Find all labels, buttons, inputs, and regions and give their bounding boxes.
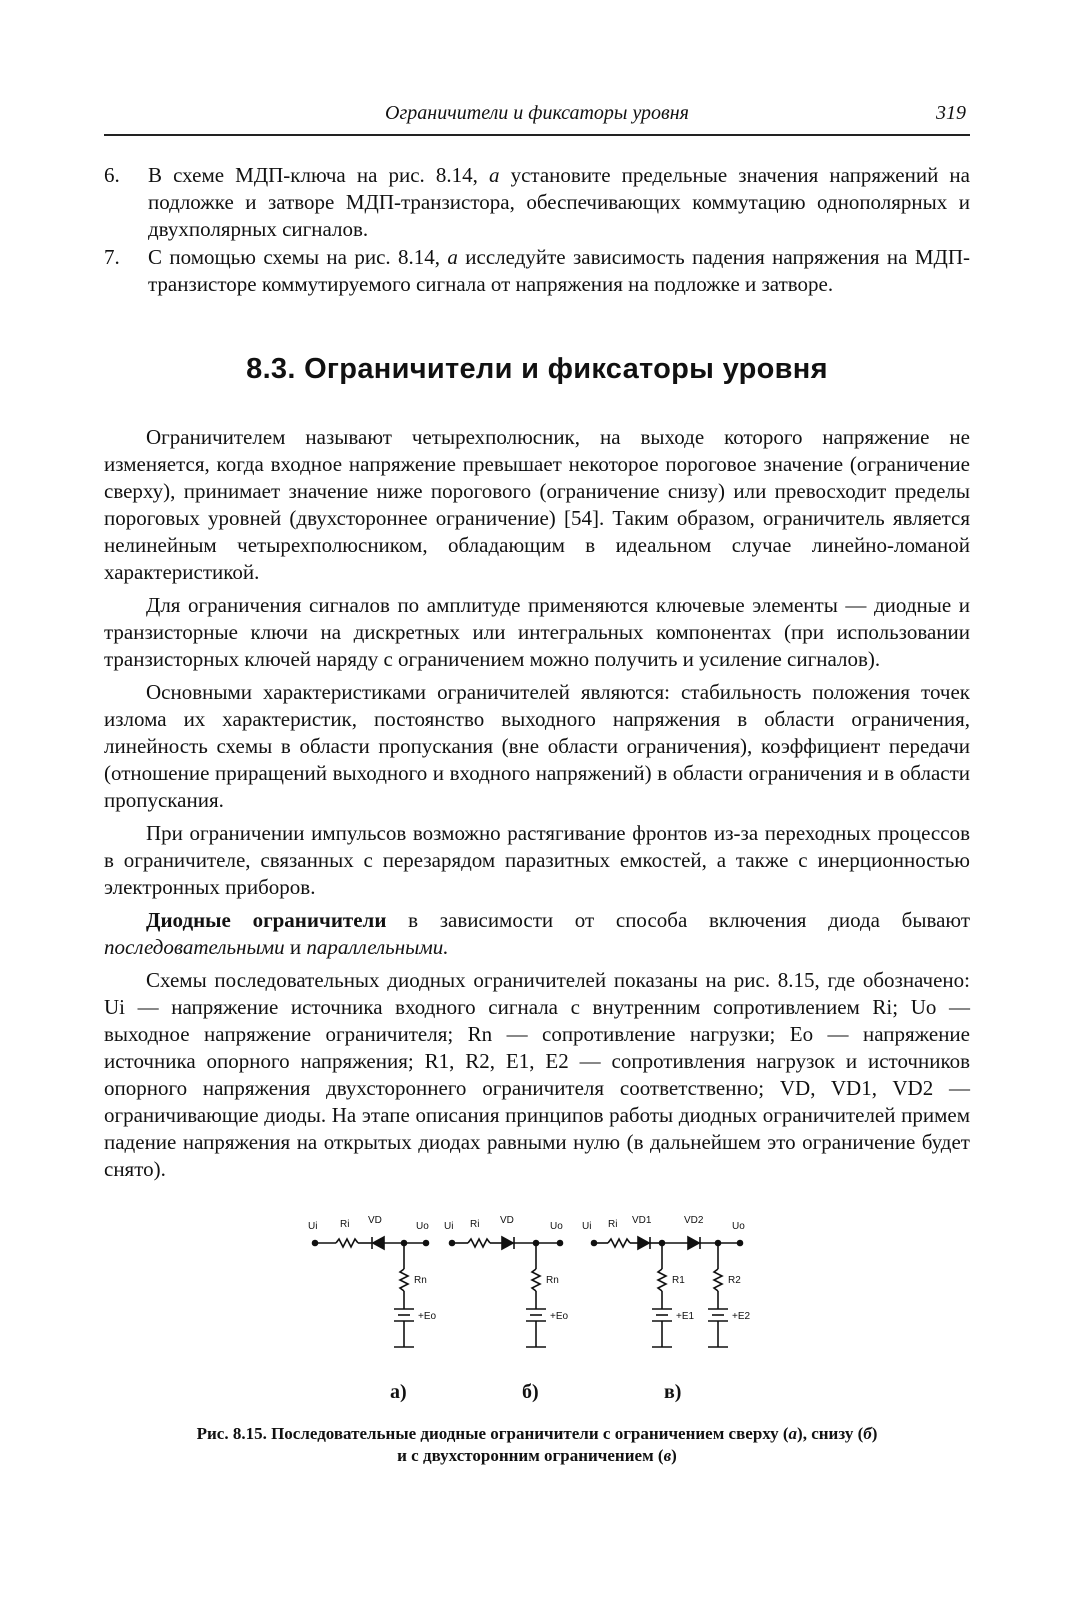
header-title: Ограничители и фиксаторы уровня — [385, 102, 689, 124]
list-text: С помощью схемы на рис. 8.14, — [148, 245, 448, 269]
page-number: 319 — [936, 102, 966, 124]
label-vd1: VD1 — [632, 1215, 652, 1226]
label-e2: +E2 — [732, 1311, 751, 1322]
section-title: 8.3. Ограничители и фиксаторы уровня — [246, 353, 828, 385]
label-rn: Rn — [546, 1275, 559, 1286]
subfigure-label-b: б) — [522, 1381, 539, 1403]
label-ri: Ri — [608, 1219, 618, 1230]
circuit-a — [313, 1237, 429, 1347]
subfigure-label-a: а) — [390, 1381, 407, 1403]
list-text: В схеме МДП-ключа на рис. 8.14, — [148, 163, 489, 187]
caption-line-2 — [104, 1445, 970, 1467]
list-text-rest: исследуйте зависимость падения напряжения на МДП-транзисторе коммутируемого сигнала от напряжения на подложке и затворе. — [148, 245, 970, 296]
caption-text: ) — [671, 1446, 677, 1465]
paragraph: Ограничителем называют четырехполюсник, на выходе которого напряжение не изменяется, когда входное напряжение превышает некоторое пороговое значение (ограничение сверху), принимает значение ниже порогового (ограничение снизу) или превосходит пределы пороговых уровней (двухстороннее ограничение) [54]. Таким образом, ограничитель является нелинейным четырехполюсником, обладающим в идеальном случае линейно-ломаной характеристикой. — [104, 425, 970, 584]
term-bold: Диодные ограничители — [146, 908, 387, 932]
list-text-italic: а — [447, 245, 458, 269]
label-ui: Ui — [308, 1221, 318, 1232]
label-uo: Uo — [732, 1221, 745, 1232]
term-italic: последовательными — [104, 935, 285, 959]
caption-italic: б — [863, 1424, 872, 1443]
label-vd: VD — [368, 1215, 382, 1226]
paragraph: Схемы последовательных диодных ограничителей показаны на рис. 8.15, где обозначено: Ui — напряжение источника входного сигнала с внутренним сопротивлением Ri; Uo — выходное напряжение ограничителя; Rn — сопротивление нагрузки; Eo — напряжение источника опорного напряжения; R1, R2, E1, E2 — сопротивления нагрузок и источников опорного напряжения двухстороннего ограничителя соответственно; VD, VD1, VD2 — ограничивающие диоды. На этапе описания принципов работы диодных ограничителей примем падение напряжения на открытых диодах равными нулю (в дальнейшем это ограничение будет снято). — [104, 968, 970, 1181]
figure-caption — [104, 1423, 970, 1467]
label-vd2: VD2 — [684, 1215, 704, 1226]
label-eo: +Eo — [418, 1311, 437, 1322]
paragraph: Для ограничения сигналов по амплитуде применяются ключевые элементы — диодные и транзисторные ключи на дискретных или интегральных компонентах (при использовании транзисторных ключей наряду с ограничением можно получить и усиление сигналов). — [104, 593, 970, 671]
paragraph — [104, 907, 970, 961]
caption-text: Рис. 8.15. Последовательные диодные ограничители с ограничением сверху ( — [196, 1424, 789, 1443]
circuit-b — [450, 1237, 563, 1347]
label-rn: Rn — [414, 1275, 427, 1286]
exercise-list — [104, 162, 970, 298]
caption-italic: в — [663, 1446, 672, 1465]
page — [104, 96, 970, 1467]
caption-text: ), снизу ( — [797, 1424, 864, 1443]
circuit-diagram — [104, 1209, 970, 1409]
paragraph-text: в зависимости от способа включения диода бывают — [386, 908, 970, 932]
list-text-italic: а — [489, 163, 500, 187]
list-item — [104, 244, 970, 298]
list-number: 7. — [104, 245, 120, 269]
list-text-rest: установите предельные значения напряжений на подложке и затворе МДП-транзистора, обеспечивающих коммутацию однополярных и двухполярных сигналов. — [148, 163, 970, 241]
label-ui: Ui — [444, 1221, 454, 1232]
figure-8-15 — [104, 1209, 970, 1419]
paragraph: При ограничении импульсов возможно растягивание фронтов из-за переходных процессов в ограничителе, связанных с перезарядом паразитных емкостей, а также с инерционностью электронных приборов. — [104, 821, 970, 899]
caption-italic: а — [788, 1424, 798, 1443]
label-ri: Ri — [340, 1219, 350, 1230]
label-uo: Uo — [416, 1221, 429, 1232]
caption-text: ) — [871, 1424, 878, 1443]
paragraph-text: и — [284, 935, 307, 959]
term-italic: параллельными. — [306, 935, 449, 959]
paragraph: Основными характеристиками ограничителей являются: стабильность положения точек излома их характеристик, постоянство выходного напряжения в области ограничения, линейность схемы в области пропускания (вне области ограничения), коэффициент передачи (отношение приращений выходного и входного напряжений) в области ограничения и в области пропускания. — [104, 680, 970, 812]
circuit-c — [592, 1237, 743, 1347]
label-ri: Ri — [470, 1219, 480, 1230]
label-vd: VD — [500, 1215, 514, 1226]
label-r2: R2 — [728, 1275, 741, 1286]
label-ui: Ui — [582, 1221, 592, 1232]
subfigure-label-c: в) — [664, 1381, 682, 1403]
label-uo: Uo — [550, 1221, 563, 1232]
label-e1: +E1 — [676, 1311, 695, 1322]
list-number: 6. — [104, 163, 120, 187]
list-item — [104, 162, 970, 243]
label-r1: R1 — [672, 1275, 685, 1286]
label-eo: +Eo — [550, 1311, 569, 1322]
caption-line-1 — [104, 1423, 970, 1445]
running-header — [104, 96, 970, 136]
caption-text: и с двухсторонним ограничением ( — [397, 1446, 664, 1465]
